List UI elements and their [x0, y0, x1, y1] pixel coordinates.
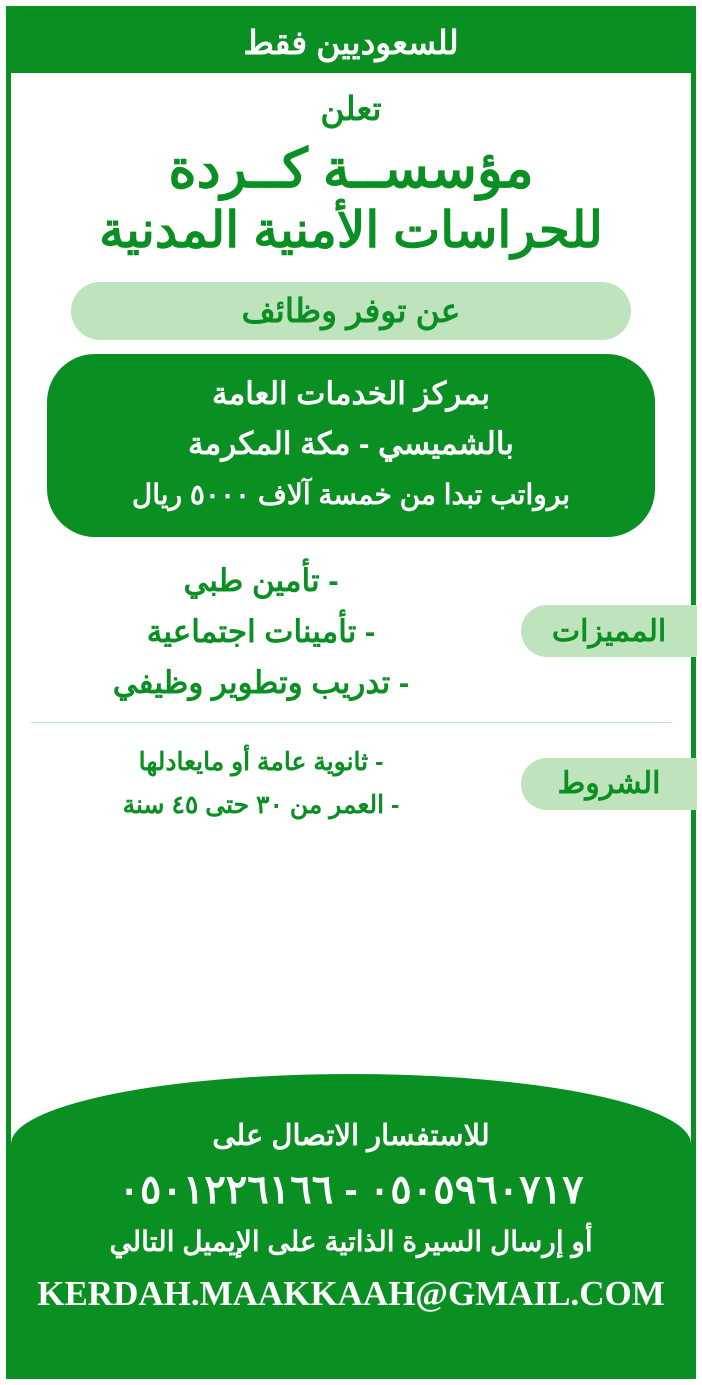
benefits-tab-label: المميزات — [551, 614, 667, 648]
vacancy-pill — [71, 282, 631, 340]
list-item: - تأمينات اجتماعية — [146, 613, 376, 649]
benefits-section — [11, 555, 691, 708]
company-name-line2: للحراسات الأمنية المدنية — [99, 202, 603, 259]
contact-email[interactable]: KERDAH.MAAKKAAH@GMAIL.COM — [37, 1274, 665, 1313]
top-banner — [11, 11, 691, 73]
list-item: - تدريب وتطوير وظيفي — [112, 664, 410, 700]
cv-instruction: أو إرسال السيرة الذاتية على الإيميل التالي — [109, 1226, 593, 1257]
vacancy-pill-label: عن توفر وظائف — [241, 292, 461, 330]
announce-text: تعلن — [320, 90, 382, 127]
conditions-list — [11, 741, 511, 826]
job-details-block — [47, 354, 655, 537]
top-banner-text: للسعوديين فقط — [243, 23, 459, 61]
contact-label: للاستفسار الاتصال على — [212, 1120, 490, 1152]
contact-phone-numbers[interactable]: ٠٥٠٥٩٦٠٧١٧ - ٠٥٠١٢٢٦١٦٦ — [118, 1168, 584, 1212]
list-item: - العمر من ٣٠ حتى ٤٥ سنة — [122, 790, 400, 819]
benefits-list — [11, 555, 511, 708]
conditions-tab — [521, 758, 697, 810]
contact-footer — [11, 1074, 691, 1374]
poster-body — [11, 73, 691, 1374]
section-divider — [31, 722, 671, 723]
job-location-center: بمركز الخدمات العامة — [211, 375, 490, 411]
list-item: - ثانوية عامة أو مايعادلها — [138, 748, 384, 777]
benefits-tab — [521, 605, 697, 657]
poster-frame — [6, 6, 696, 1379]
conditions-tab-label: الشروط — [557, 767, 661, 801]
job-salary: برواتب تبدا من خمسة آلاف ٥٠٠٠ ريال — [131, 478, 571, 510]
list-item: - تأمين طبي — [183, 562, 339, 598]
job-location-city: بالشميسي - مكة المكرمة — [188, 425, 514, 461]
company-name-line1: مؤسســة كــردة — [168, 139, 534, 199]
conditions-section — [11, 741, 691, 826]
